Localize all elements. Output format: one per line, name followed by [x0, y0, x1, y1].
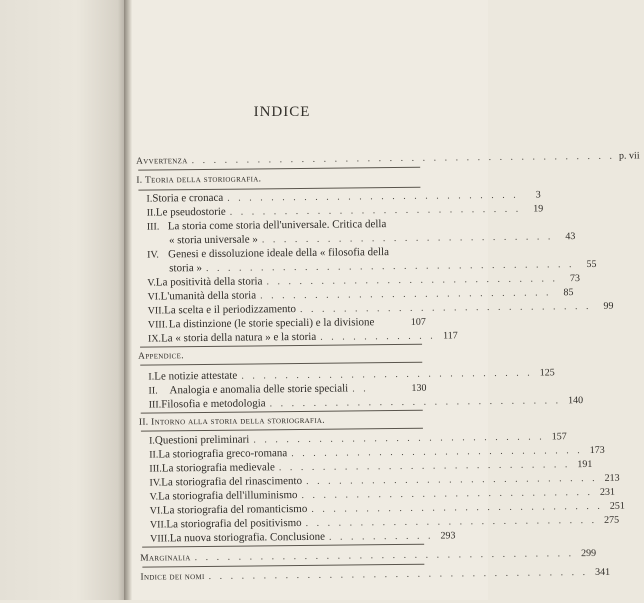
- toc-label: La distinzione (le storie speciali) e la divisione: [169, 315, 375, 332]
- toc-page: 293: [437, 528, 455, 543]
- toc-page: 299: [578, 546, 596, 561]
- toc-part1-heading: [136, 171, 420, 189]
- page-title: INDICE: [132, 104, 432, 121]
- toc-page: 251: [607, 499, 625, 514]
- toc-leader: . . . . . . . . . . . . . . . . . . . . . . . . . . .: [266, 271, 558, 289]
- toc-leader: . . . . . . . . . . . . . . . . . . . . . . . . . . .: [291, 443, 583, 461]
- toc-page: 130: [408, 381, 426, 396]
- toc-avvertenza: [136, 151, 420, 169]
- toc-label: Le pseudostorie: [156, 205, 226, 221]
- toc-page: 341: [592, 565, 610, 580]
- section-heading: Appendice.: [138, 349, 184, 364]
- toc-number: IV.: [147, 247, 168, 262]
- section-heading: I. Teoria della storiografia.: [136, 172, 261, 188]
- toc-number: II.: [148, 383, 169, 398]
- toc-page: 140: [565, 393, 583, 408]
- toc-label: La storiografia medievale: [162, 460, 275, 476]
- toc-label: Le notizie attestate: [154, 369, 237, 385]
- toc-leader: . . . . . . . . . . . . . . . . . . . . . . . . . . .: [227, 188, 519, 206]
- toc-marginalia: [140, 548, 424, 566]
- toc-leader: . . . . . . . . . . . . . . . . . . . . . . . . . . .: [260, 285, 552, 303]
- toc-label: Questioni preliminari: [155, 433, 250, 449]
- toc-number: V.: [147, 276, 156, 291]
- toc-label: L'umanità della storia: [161, 288, 257, 304]
- toc-page: 19: [525, 201, 543, 216]
- toc-label: La storiografia dell'illuminismo: [158, 488, 298, 504]
- toc-number: I.: [146, 192, 152, 207]
- toc-page: 73: [562, 271, 580, 286]
- toc-label: « storia universale »: [169, 232, 258, 248]
- toc-page: 231: [597, 485, 615, 500]
- toc-label: storia »: [169, 261, 202, 276]
- toc-label: Marginalia: [140, 551, 190, 567]
- toc-leader: . . . . . . . . . . . . . . . . . . . . . . . . . . .: [300, 299, 592, 317]
- toc-number: IX.: [148, 331, 161, 346]
- toc-label: La positività della storia: [156, 274, 263, 290]
- toc-leader: . . . . . . . . . . . . . . . . . . . . . . . . . . .: [311, 499, 603, 517]
- toc-number: II.: [147, 206, 156, 221]
- toc-label: Filosofia e metodologia: [161, 396, 266, 412]
- toc-number: VII.: [150, 517, 167, 532]
- toc-leader: . . . . . . . . . . . . . . . . . . . . . . . . . . .: [306, 471, 598, 489]
- toc-indice-nomi: [140, 567, 424, 585]
- toc-page: 125: [537, 365, 555, 380]
- toc-label: Analogia e anomalia delle storie speciali: [169, 381, 348, 398]
- toc-leader: . .: [352, 381, 404, 397]
- toc-label: La storiografia del romanticismo: [163, 502, 308, 519]
- toc-number: VI.: [150, 503, 163, 518]
- toc-page: p. vii: [619, 148, 637, 163]
- toc-leader: . . . . . . . . . . . . . . . . . . . . . . . . . . .: [241, 366, 533, 384]
- toc-label: La storiografia del positivismo: [166, 516, 301, 532]
- toc-number: II.: [149, 447, 158, 462]
- toc-number: IV.: [149, 475, 161, 490]
- toc-page: 107: [408, 315, 426, 330]
- toc-number: I.: [149, 434, 155, 449]
- toc-leader: . . . . . . . . . . . . . . . . . . . . . . . . . . . . . . . . . . .: [195, 546, 575, 565]
- toc-label: La scelta e il periodizzamento: [164, 302, 296, 318]
- toc-number: VI.: [147, 289, 160, 304]
- toc-page: 43: [557, 229, 575, 244]
- toc-page: 173: [587, 443, 605, 458]
- toc-leader: . . . . . . . . . . . . . . . . . . . . . . . . . . .: [301, 485, 593, 503]
- toc-label: La storia come storia dell'universale. Critica della: [168, 217, 387, 234]
- toc-page: 117: [440, 328, 458, 343]
- toc-label: Avvertenza: [136, 154, 188, 170]
- toc-label: Storia e cronaca: [152, 191, 223, 207]
- toc-number: VIII.: [150, 531, 170, 546]
- toc-number: III.: [149, 461, 162, 476]
- section-heading: II. Intorno alla storia della storiografia.: [139, 414, 325, 431]
- toc-label: La nuova storiografia. Conclusione: [170, 530, 325, 547]
- toc-number: III.: [149, 397, 162, 412]
- toc-page: 275: [601, 513, 619, 528]
- toc-leader: . . . . . . . . . . . . . . . . . . . . . . . . . . .: [253, 429, 545, 447]
- toc-leader: . . . . . . . . . . . . . . . . . . . . . . . . . . .: [279, 457, 571, 475]
- toc-page: 85: [555, 285, 573, 300]
- toc-number: VII.: [148, 303, 165, 318]
- toc-leader: . . . . . . . . . . . . . . . . . . . . . . . . . . . . . . . . . . .: [209, 565, 589, 584]
- toc-leader: . . . . . . . . . . . . . . . . . . . . . . . . . . .: [262, 229, 554, 247]
- toc-number: I.: [148, 370, 154, 385]
- toc-leader: . . . . . . . . . . . . . . . . . . . . . . . . . . .: [270, 393, 562, 411]
- toc-page: 3: [523, 187, 541, 202]
- toc-page: 191: [574, 457, 592, 472]
- toc-label: La storiografia greco-romana: [158, 446, 287, 462]
- toc-page: 99: [595, 299, 613, 314]
- toc-number: V.: [150, 489, 159, 504]
- toc-number: VIII.: [148, 317, 169, 332]
- toc-page: 213: [601, 471, 619, 486]
- toc-leader: . . . . . . . . . . . . . . . . . . . . . . . . . . .: [230, 202, 522, 220]
- toc-page: 157: [549, 429, 567, 444]
- toc-page: 55: [578, 257, 596, 272]
- toc-leader: . . . . . . . . . .: [329, 529, 434, 545]
- toc-label: La storiografia del rinascimento: [161, 474, 302, 490]
- toc-leader: . . . . . . . . . . . . . . . . . . . . . . . . . . . . . . . . . .: [206, 257, 575, 276]
- toc-label: La « storia della natura » e la storia: [161, 330, 316, 347]
- toc-label: Genesi e dissoluzione ideale della « filosofia della: [168, 245, 389, 262]
- toc-leader: . . . . . . . . . . . . . . . . . . . . . . . . . . . . . . . . . . . . . . .: [191, 149, 615, 168]
- toc-leader: . . . . . . . . . . .: [320, 329, 436, 345]
- toc-number: III.: [147, 219, 168, 234]
- toc-leader: . . . . . . . . . . . . . . . . . . . . . . . . . . .: [306, 513, 598, 531]
- toc-label: Indice dei nomi: [140, 570, 204, 586]
